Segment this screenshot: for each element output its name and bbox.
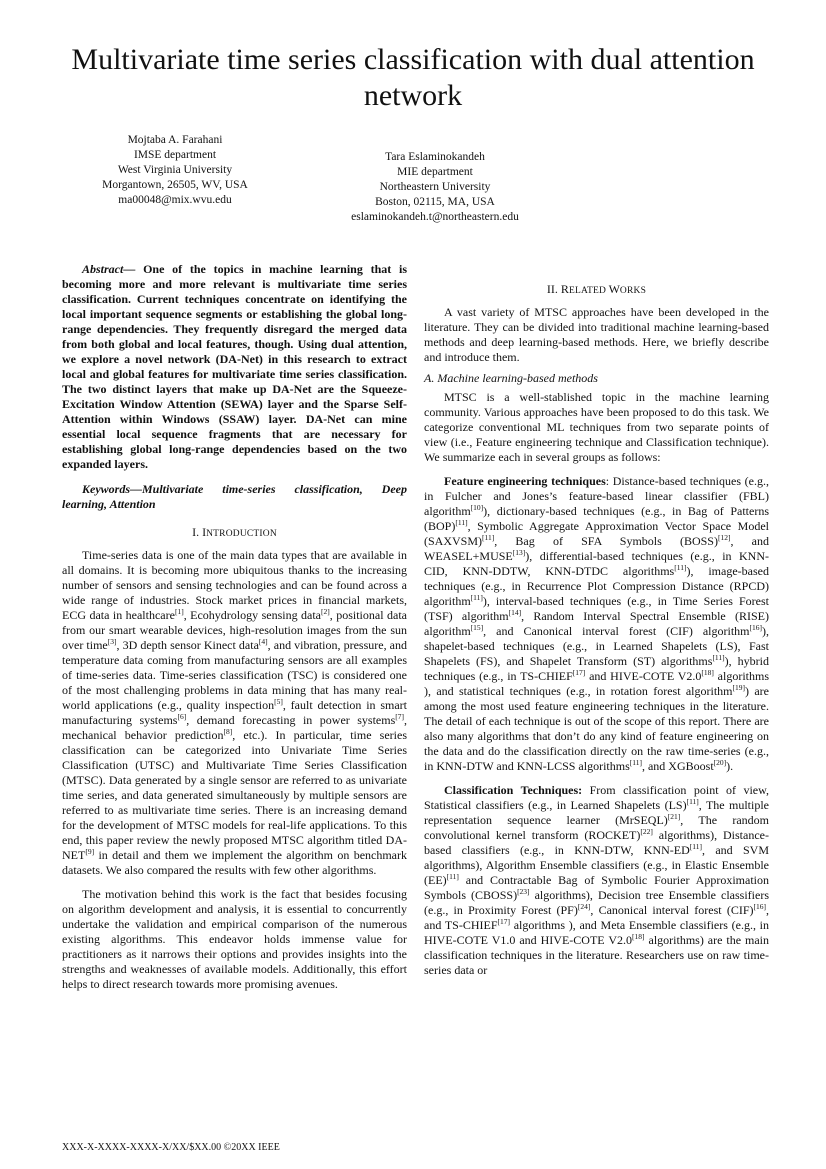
citation-ref: [12] bbox=[717, 533, 731, 542]
classification-techniques-lead: Classification Techniques: bbox=[444, 783, 583, 797]
citation-ref: [8] bbox=[223, 727, 233, 736]
author-org: West Virginia University bbox=[117, 164, 233, 176]
keywords: Keywords—Multivariate time-series classification, Deep learning, Attention bbox=[62, 482, 407, 511]
citation-ref: [17] bbox=[572, 668, 586, 677]
citation-ref: [21] bbox=[667, 812, 681, 821]
feature-engineering-paragraph: Feature engineering techniques: Distance-based techniques (e.g., in Fulcher and Jones’s feature-based linear classifier (FBL) algorithm[10]), dictionary-based techniques (e.g., in Bag of Patterns (BOP)[11], Symbolic Aggregate Approximation Vector Space Model (SAXVSM)[11], Bag of SFA Symbols (BOSS)[12], and WEASEL+MUSE[13]), differential-based techniques (e.g., in KNN-CID, KNN-DDTW, KNN-DTDC algorithms[11]), image-based techniques (e.g., in Recurrence Plot Compression Distance (RPCD) algorithm[11]), interval-based techniques (e.g., in Time Series Forest (TSF) algorithm[14], Random Interval Spectral Ensemble (RISE) algorithm[15], and Canonical interval forest (CIF) algorithm[16]), shapelet-based techniques (e.g., in Learned Shapelets (LS), Fast Shapelets (FS), and Shapelet Transform (ST) algorithms[11]), hybrid techniques (e.g., in TS-CHIEF[17] and HIVE-COTE V2.0[18] algorithms ), and statistical techniques (e.g., in rotation forest algorithm[19]) are among the most used feature engineering techniques in the literature. The detail of each technique is out of the scope of this report. There are also many algorithms that don’t do any kind of feature engineering on the data and do the classification directly on the raw time-series (e.g., in KNN-DTW and KNN-LCSS algorithms[11], and XGBoost[20]). bbox=[424, 474, 770, 773]
citation-ref: [18] bbox=[632, 932, 645, 941]
author-address: Boston, 02115, MA, USA bbox=[375, 196, 495, 208]
citation-ref: [3] bbox=[107, 637, 117, 646]
author-block-1 bbox=[60, 133, 290, 208]
author-name: Tara Eslaminokandeh bbox=[385, 151, 485, 163]
citation-ref: [11] bbox=[470, 593, 483, 602]
citation-ref: [11] bbox=[674, 563, 687, 572]
footer-copyright: XXX-X-XXXX-XXXX-X/XX/$XX.00 ©20XX IEEE bbox=[62, 1142, 280, 1153]
abstract-text: One of the topics in machine learning that is becoming more and more relevant is multivariate time series classification. Current techniques concentrate on identifying the local important sequence segments or establishing the global long-range dependencies. They frequently disregard the merged data from both global and local features, though. Using dual attention, we explore a novel network (DA-Net) in this research to extract local and global features for multivariate time series classification. The two distinct layers that make up DA-Net are the Squeeze-Excitation Window Attention (SEWA) layer and the Sparse Self-Attention within Windows (SSAW) layer. DA-Net can mine essential local sequence fragments that are necessary for establishing global long-range dependencies based on the two expanded layers. bbox=[62, 262, 407, 471]
citation-ref: [16] bbox=[753, 902, 766, 911]
citation-ref: [11] bbox=[446, 872, 459, 881]
author-email: ma00048@mix.wvu.edu bbox=[118, 194, 232, 206]
citation-ref: [22] bbox=[640, 827, 653, 836]
citation-ref: [13] bbox=[512, 548, 526, 557]
citation-ref: [4] bbox=[258, 637, 268, 646]
citation-ref: [15] bbox=[470, 623, 484, 632]
abstract bbox=[62, 262, 407, 472]
citation-ref: [7] bbox=[395, 712, 404, 721]
feature-engineering-lead: Feature engineering techniques bbox=[444, 474, 606, 488]
citation-ref: [11] bbox=[455, 518, 468, 527]
citation-ref: [2] bbox=[321, 607, 330, 616]
paper-title: Multivariate time series classification with dual attention network bbox=[71, 43, 755, 112]
intro-paragraph-1: Time-series data is one of the main data types that are available in all domains. It is becoming more ubiquitous thanks to the increasing number of sensors and sensing technologies and can be found across a wide range of industries. Stock market prices in financial markets, ECG data in healthcare[1], Ecohydrology sensing data[2], positional data from our smart wearable devices, high-resolution images from the sun over time[3], 3D depth sensor Kinect data[4], and vibration, pressure, and temperature data coming from manufacturing sensors are all examples of time-series data. Time-series classification (TSC) is considered one of the most challenging problems in data mining that has many real-world applications (e.g., quality inspection[5], fault detection in smart manufacturing systems[6], demand forecasting in power systems[7], mechanical behavior prediction[8], etc.). In particular, time series classification can be categorized into Univariate Time Series Classification (UTSC) and Multivariate Time Series Classification (MTSC). Data generated by a single sensor are referred to as univariate time series, and data generated simultaneously by multiple sensors are referred to as multivariate time series. There is an increasing demand for the development of MTSC models for real-life applications. To this end, this paper review the newly proposed MTSC algorithm titled DA-NET[9] in detail and them we implement the algorithm on benchmark datasets. We also compared the results with few other algorithms. bbox=[62, 548, 408, 877]
citation-ref: [11] bbox=[686, 797, 699, 806]
citation-ref: [16] bbox=[749, 623, 762, 632]
author-dept: IMSE department bbox=[133, 149, 217, 161]
citation-ref: [11] bbox=[482, 533, 495, 542]
right-column bbox=[424, 262, 769, 978]
citation-ref: [19] bbox=[732, 683, 746, 692]
subsection-heading: A. Machine learning-based methods bbox=[424, 371, 598, 385]
citation-ref: [14] bbox=[508, 608, 522, 617]
left-column bbox=[62, 262, 407, 992]
citation-ref: [24] bbox=[577, 902, 591, 911]
citation-ref: [1] bbox=[174, 607, 184, 616]
author-dept: MIE department bbox=[397, 166, 473, 178]
citation-ref: [11] bbox=[712, 653, 725, 662]
citation-ref: [11] bbox=[689, 842, 703, 851]
citation-ref: [11] bbox=[629, 758, 642, 767]
classification-techniques-paragraph: Classification Techniques: From classification point of view, Statistical classifiers (e.g., in Learned Shapelets (LS)[11], The multiple representation sequence learner (MrSEQL)[21], The random convolutional kernel transform (ROCKET)[22] algorithms), Distance-based classifiers (e.g., in KNN-DTW, KNN-ED[11], and SVM algorithms), Algorithm Ensemble classifiers (e.g., in Elastic Ensemble (EE)[11] and Contractable Bag of Symbolic Fourier Approximation Symbols (CBOSS)[23] algorithms), Decision tree Ensemble classifiers (e.g., in Proximity Forest (PF)[24], Canonical interval forest (CIF)[16], and TS-CHIEF[17] algorithms ), and Meta Ensemble classifiers (e.g., in HIVE-COTE V1.0 and HIVE-COTE V2.0[18] algorithms) are the main classification techniques in the literature. Researchers use on raw time-series data or bbox=[424, 783, 770, 977]
section-heading-introduction: I. INTRODUCTION bbox=[192, 525, 277, 539]
intro-paragraph-2: The motivation behind this work is the fact that besides focusing on algorithm development and analysis, it is essential to concurrently undertake the validation and empirical comparison of the numerous existing algorithms. This endeavor holds immense value for practitioners as it narrows their options and provides insights into the strengths and weaknesses of available models. Additionally, this effort helps to direct research towards more promising avenues. bbox=[62, 887, 407, 991]
author-block-2 bbox=[300, 150, 570, 225]
citation-ref: [5] bbox=[274, 697, 283, 706]
citation-ref: [20] bbox=[713, 758, 727, 767]
citation-ref: [17] bbox=[497, 917, 510, 926]
author-org: Northeastern University bbox=[379, 181, 491, 193]
citation-ref: [18] bbox=[701, 668, 714, 677]
related-paragraph-2: MTSC is a well-stablished topic in the machine learning community. Various approaches have been proposed to do this task. We categorize conventional ML techniques from two separate points of view (i.e., Feature engineering technique and Classification technique). We summarize each in several groups as follows: bbox=[424, 390, 769, 464]
author-address: Morgantown, 26505, WV, USA bbox=[102, 179, 248, 191]
citation-ref: [6] bbox=[177, 712, 187, 721]
related-paragraph-1: A vast variety of MTSC approaches have been developed in the literature. They can be divided into traditional machine learning-based methods and deep learning-based methods. Here, we briefly describe and introduce them. bbox=[424, 305, 769, 364]
author-name: Mojtaba A. Farahani bbox=[127, 134, 223, 146]
citation-ref: [10] bbox=[470, 503, 484, 512]
citation-ref: [23] bbox=[517, 887, 530, 896]
citation-ref: [9] bbox=[85, 847, 95, 856]
abstract-label: Abstract— bbox=[82, 262, 136, 276]
author-email: eslaminokandeh.t@northeastern.edu bbox=[351, 211, 519, 223]
section-heading-related-works: II. RELATED WORKS bbox=[546, 282, 647, 296]
